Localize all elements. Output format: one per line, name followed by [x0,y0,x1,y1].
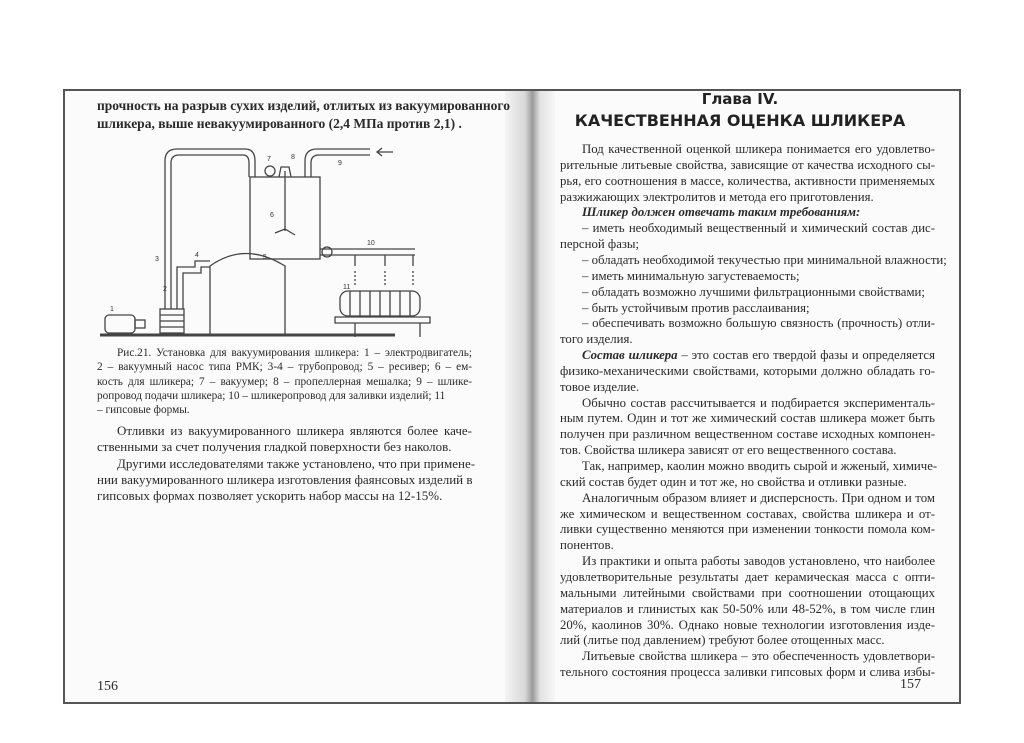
text-line [97,404,472,416]
text-line [582,205,935,219]
text-line [560,364,935,378]
text-line [117,455,476,471]
right-page [550,91,961,702]
figure-label-9: 9 [338,160,342,167]
text-line [560,507,935,521]
line-text: понентов. [560,538,614,553]
text-line [560,411,935,425]
line-text: рья, его соотношения в массе, количества, активности применяемых [560,173,935,188]
text-line [582,491,935,505]
text-line [560,380,935,394]
text-line [582,649,935,663]
text-line [560,522,935,536]
page-number-left: 156 [97,679,118,694]
text-line [560,665,935,679]
text-line [582,269,935,283]
text-line [560,332,935,346]
figure-label-8: 8 [291,154,295,161]
line-text: Литьевые свойства шликера – это обеспеченность удовлетвори- [582,649,935,664]
emphasis-text: Шликер должен отвечать таким требованиям: [582,205,861,220]
line-text: Отливки из вакуумированного шликера являются более каче- [117,423,472,438]
emphasis-text: Состав шликера [582,348,678,363]
text-line [97,376,472,388]
figure-label-11: 11 [343,284,351,291]
line-text: – это состав его твердой фазы и определяется [677,348,935,363]
figure-label-1: 1 [110,306,114,313]
line-text: нии вакуумированного шликера изготовления фаянсовых изделий в [97,471,473,487]
text-line [582,301,935,315]
line-text: – иметь необходимый вещественный и химический состав дис- [582,221,935,236]
line-text: – быть устойчивым против расслаивания; [582,300,810,315]
figure-label-2: 2 [163,286,167,293]
text-line [582,348,935,362]
text-line [97,440,472,454]
text-line [560,174,935,188]
figure-label-10: 10 [367,240,375,247]
line-text: кость для шликера; 7 – вакуумер; 8 – пропеллерная мешалка; 9 – шлике- [97,375,472,388]
figure-label-6: 6 [270,212,274,219]
line-text: – обладать возможно лучшими фильтрационными свойствами; [582,284,925,299]
line-text: 20%, каолинов 30%. Однако новые технологии изготовления изде- [560,617,935,632]
text-line [97,489,472,503]
figure-21-vacuum-installation [95,141,475,341]
line-text: ский состав будет один и тот же, но свойства и отливки разные. [560,474,907,489]
line-text: шликера, выше невакуумированного (2,4 МПа против 2,1) . [97,116,462,131]
text-line [560,602,935,616]
line-text: 2 – вакуумный насос типа РМК; 3-4 – трубопровод; 5 – ресивер; 6 – ем- [97,361,472,374]
line-text: Другими исследователями также установлено, что при примене- [117,455,476,471]
text-line [560,475,935,489]
text-line [97,361,472,373]
text-line [582,142,935,156]
text-line [560,633,935,647]
text-line [582,285,935,299]
line-text: рительные литьевые свойства, зависящие от качества исходного сы- [560,157,935,172]
page-number-right: 157 [900,677,921,692]
text-line [582,459,938,473]
line-text: удовлетворительные результаты дает керамическая масса с опти- [560,569,935,584]
line-text: – обладать необходимой текучестью при минимальной влажности; [582,252,947,267]
line-text: ропровод подачи шликера; 10 – шликеропровод для заливки изделий; 11 [97,389,446,402]
left-page [65,91,510,702]
line-text: Под качественной оценкой шликера понимается его удовлетво- [582,142,935,156]
text-line [97,98,510,114]
text-line [560,586,935,600]
text-line [560,570,935,584]
line-text: ственными за счет получения гладкой поверхности без наколов. [97,439,452,455]
line-text: – иметь минимальную загустеваемость; [582,268,800,283]
line-text: физико-механическими свойствами, которыми должно обладать го- [560,363,935,378]
text-line [97,473,472,487]
book-spread [63,89,961,704]
line-text: мальными литейными свойствами при соотношении отощающих [560,585,935,600]
text-line [560,538,935,552]
text-line [97,117,472,132]
text-line [582,316,935,330]
line-text: материалов и глинистых как 50-50% или 48-52%, в том числе глин [560,601,935,616]
text-line [582,252,947,267]
text-line [582,396,935,410]
line-text: разжижающих электролитов и метода его приготовления. [560,189,874,204]
text-line [560,427,935,441]
figure-label-4: 4 [195,252,199,259]
line-text: ливки существенно меняются при изменении тонкости помола ком- [560,522,935,537]
text-line [117,424,472,438]
line-text: же химическом и вещественном составах, свойства шликера и от- [560,506,935,521]
line-text: того изделия. [560,332,633,347]
text-line [560,443,935,457]
text-line [582,554,935,568]
text-line [582,221,935,235]
line-text: – гипсовые формы. [97,404,190,417]
text-line [117,347,472,359]
chapter-number: Глава IV. [701,90,779,108]
line-text: Рис.21. Установка для вакуумирования шликера: 1 – электродвигатель; [117,347,472,359]
line-text: – обеспечивать возможно большую связность (прочность) отли- [582,316,935,331]
text-line [560,618,935,632]
text-line [560,158,935,172]
line-text: персной фазы; [560,237,640,252]
chapter-title: КАЧЕСТВЕННАЯ ОЦЕНКА ШЛИКЕРА [574,111,906,130]
line-text: Так, например, каолин можно вводить сырой и жженый, химиче- [582,459,938,473]
book-spine [505,91,555,702]
line-text: Аналогичным образом влияет и дисперсность. При одном и том [582,490,935,505]
figure-label-3: 3 [155,256,159,263]
line-text: гипсовых формах позволяет ускорить набор массы на 12-15%. [97,488,443,504]
line-text: получен при различном вещественном составе исходных компонен- [560,427,935,442]
text-line [97,390,472,402]
line-text: Из практики и опыта работы заводов установлено, что наиболее [582,554,935,569]
figure-label-7: 7 [267,156,271,163]
line-text: ным путем. Один и тот же химический состав шликера может быть [560,411,935,426]
text-line [560,190,935,204]
line-text: прочность на разрыв сухих изделий, отлитых из вакуумированного [97,98,510,113]
line-text: Обычно состав рассчитывается и подбирается эксперименталь- [582,395,935,410]
line-text: тов. Свойства шликера зависят от его вещественного состава. [560,443,897,458]
line-text: товое изделие. [560,379,640,394]
text-line [560,237,935,251]
line-text: лий (литье под давлением) требуют более отощенных масс. [560,633,885,648]
line-text: тельного состояния процесса заливки гипсовых форм и слива избы- [560,665,935,680]
figure-label-5: 5 [263,254,267,261]
